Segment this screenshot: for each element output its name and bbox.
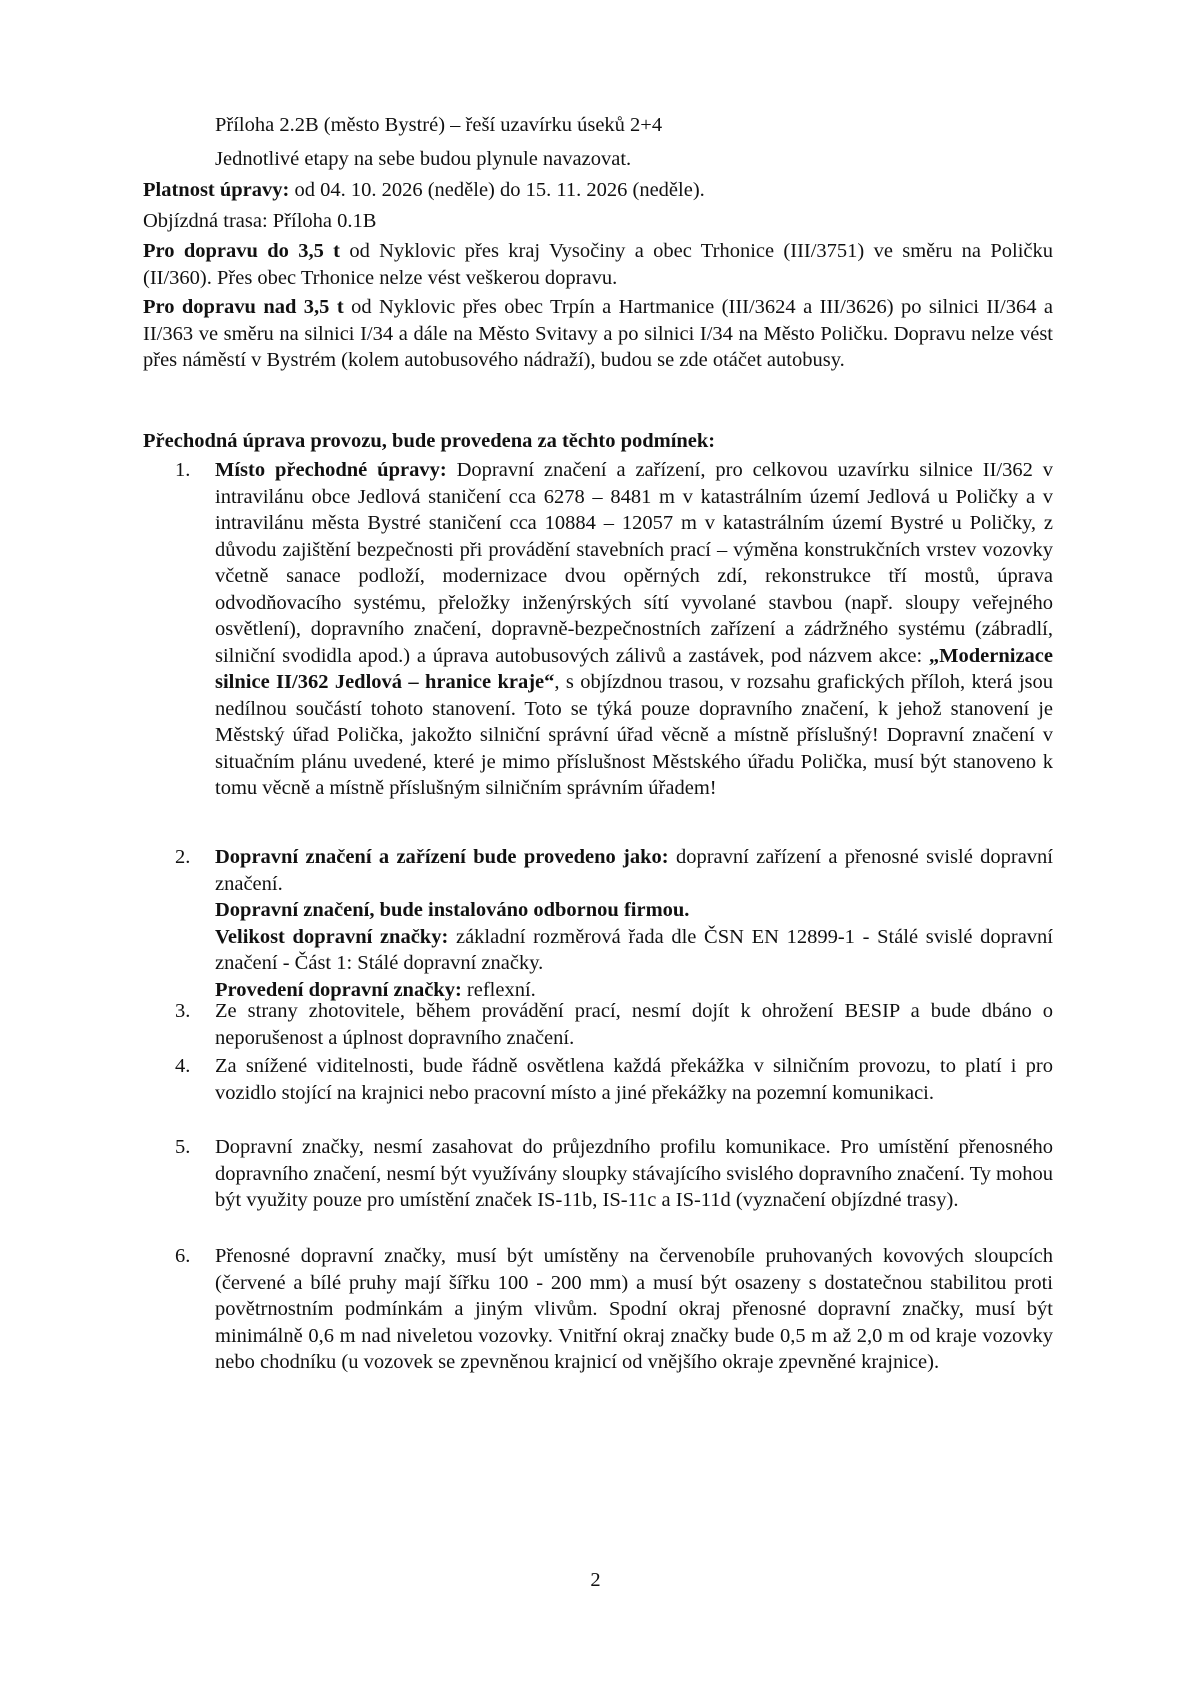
detour-line: Objízdná trasa: Příloha 0.1B — [143, 210, 377, 232]
validity-paragraph — [143, 177, 1053, 204]
item-label: Místo přechodné úpravy: — [215, 459, 447, 481]
list-item-body: Ze strany zhotovitele, během provádění prací, nesmí dojít k ohrožení BESIP a bude dbáno o neporušenost a úplnost dopravního značení. — [215, 1000, 1053, 1049]
list-item-body: Přenosné dopravní značky, musí být umístěny na červenobíle pruhovaných kovových sloupcích (červené a bílé pruhy mají šířku 100 - 200 mm) a musí být osazeny s dostatečnou stabilitou proti povětrnostním podmínkám a jiným vlivům. Spodní okraj přenosné dopravní značky, musí být minimálně 0,6 m nad niveletou vozovky. Vnitřní okraj značky bude 0,5 m až 2,0 m od kraje vozovky nebo chodníku (u vozovek se zpevněnou krajnicí od vnějšího okraje zpevněné krajnice). — [215, 1245, 1053, 1373]
list-number: 1. — [175, 459, 191, 481]
install-label: Dopravní značení, bude instalováno odbornou firmou. — [215, 899, 690, 921]
over-35t-paragraph — [143, 294, 1053, 374]
item-text: Dopravní značení a zařízení, pro celkovou uzavírku silnice II/362 v intravilánu obce Jedlová staničení cca 6278 – 8481 m v katastrálním území Jedlová u Poličky a v intravilánu města Bystré staničení cca 10884 – 12057 m v katastrálním území Bystré u Poličky, z důvodu zajištění bezpečnosti při provádění stavebních prací – výměna konstrukčních vrstev vozovky včetně sanace podloží, modernizace dvou opěrných zdí, rekonstrukce tří mostů, úprava odvodňovacího systému, přeložky inženýrských sítí vyvolané stavbou (např. sloupy veřejného osvětlení), dopravního značení, dopravně-bezpečnostních zařízení a zádržného systému (zábradlí, silniční svodidla apod.) a úprava autobusových zálivů a zastávek, pod názvem akce: — [215, 459, 1054, 667]
action-name: „Modernizace silnice II/362 Jedlová – hranice kraje“ — [215, 644, 1053, 693]
over-35t-text: od Nyklovic přes obec Trpín a Hartmanice (III/3624 a III/3626) po silnici II/364 a II/363 ve směru na silnici I/34 a dále na Město Svitavy a po silnici I/34 na Město Poličku. Dopravu nelze vést přes náměstí v Bystrém (kolem autobusového nádraží), budou se zde otáčet autobusy. — [143, 296, 1053, 371]
validity-label: Platnost úpravy: — [143, 179, 290, 201]
size-text: základní rozměrová řada dle ČSN EN 12899-1 - Stálé svislé dopravní značení - Část 1: Stálé dopravní značky. — [215, 925, 1053, 974]
list-item — [143, 998, 1053, 1051]
list-item-body — [215, 457, 1053, 802]
list-item — [143, 457, 1053, 802]
conditions-heading — [143, 428, 1053, 455]
conditions-heading-text: Přechodná úprava provozu, bude provedena za těchto podmínek: — [143, 430, 716, 452]
list-item — [143, 844, 1053, 1003]
execution-label: Provedení dopravní značky: — [215, 978, 462, 1001]
annex-line: Příloha 2.2B (město Bystré) – řeší uzavírku úseků 2+4 — [215, 114, 663, 136]
stages-line: Jednotlivé etapy na sebe budou plynule navazovat. — [215, 148, 632, 170]
list-number: 5. — [175, 1136, 191, 1158]
list-item-body — [215, 844, 1053, 897]
validity-text: od 04. 10. 2026 (neděle) do 15. 11. 2026 (neděle). — [289, 179, 705, 201]
under-35t-label: Pro dopravu do 3,5 t — [143, 240, 340, 262]
page-number: 2 — [590, 1569, 601, 1591]
list-item-body: Dopravní značky, nesmí zasahovat do průjezdního profilu komunikace. Pro umístění přenosného dopravního značení, nesmí být využívány sloupky stávajícího svislého dopravního značení. Ty mohou být využity pouze pro umístění značek IS-11b, IS-11c a IS-11d (vyznačení objízdné trasy). — [215, 1136, 1053, 1211]
under-35t-text: od Nyklovic přes kraj Vysočiny a obec Trhonice (III/3751) ve směru na Poličku (II/360). Přes obec Trhonice nelze vést veškerou dopravu. — [143, 240, 1054, 289]
size-label: Velikost dopravní značky: — [215, 925, 449, 948]
list-number: 2. — [175, 846, 191, 868]
list-item — [143, 1134, 1053, 1214]
size-line — [215, 924, 1053, 977]
item-text: dopravní zařízení a přenosné svislé dopravní značení. — [215, 846, 1053, 895]
list-item-body: Za snížené viditelnosti, bude řádně osvětlena každá překážka v silničním provozu, to platí i pro vozidlo stojící na krajnici nebo pracovní místo a jiné překážky na pozemní komunikaci. — [215, 1055, 1053, 1104]
over-35t-label: Pro dopravu nad 3,5 t — [143, 296, 344, 318]
list-item — [143, 1053, 1053, 1106]
item-label: Dopravní značení a zařízení bude provedeno jako: — [215, 846, 669, 868]
list-number: 4. — [175, 1055, 191, 1077]
under-35t-paragraph — [143, 238, 1053, 291]
list-number: 6. — [175, 1245, 191, 1267]
item-text-continued: , s objízdnou trasou, v rozsahu grafických příloh, která jsou nedílnou součástí tohoto stanovení. Toto se týká pouze dopravního značení, k jehož stanovení je Městský úřad Polička, jakožto silniční správní úřad věcně a místně příslušný! Dopravní značení v situačním plánu uvedené, které je mimo příslušnost Městského úřadu Polička, musí být stanoveno k tomu věcně a místně příslušným silničním správním úřadem! — [215, 671, 1054, 799]
install-line — [215, 897, 1053, 924]
execution-text: reflexní. — [461, 978, 536, 1001]
list-item — [143, 1243, 1053, 1376]
list-number: 3. — [175, 1000, 191, 1022]
